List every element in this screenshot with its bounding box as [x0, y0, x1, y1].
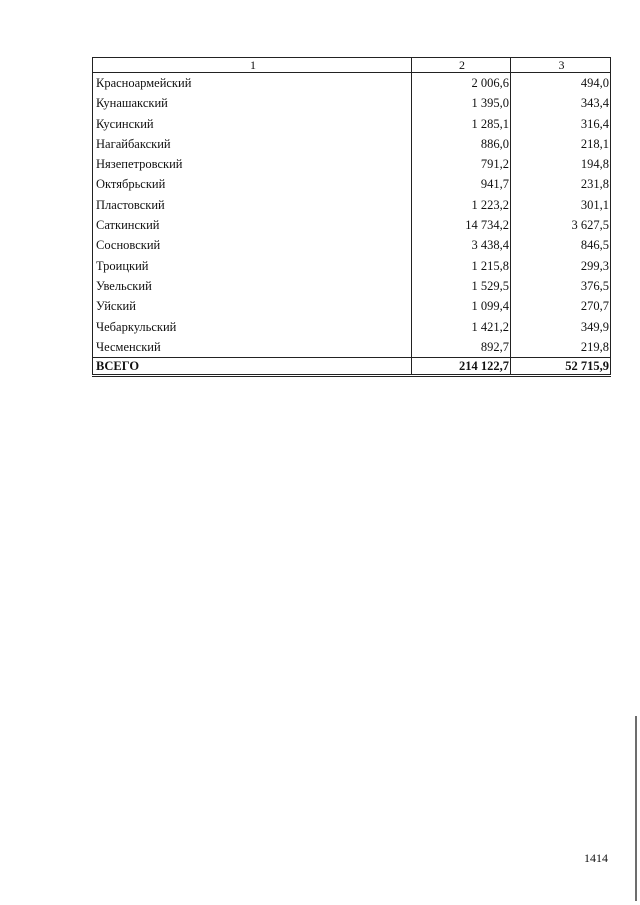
- value-col-2: 791,2: [412, 154, 511, 174]
- total-row: [93, 358, 611, 376]
- value-col-3: 231,8: [511, 174, 611, 194]
- value-col-2: 1 099,4: [412, 296, 511, 316]
- value-col-2: 1 529,5: [412, 276, 511, 296]
- value-col-3: 494,0: [511, 73, 611, 94]
- value-col-2: 1 395,0: [412, 93, 511, 113]
- district-budget-table: [92, 57, 611, 377]
- total-label: ВСЕГО: [93, 358, 412, 376]
- district-name: Уйский: [93, 296, 412, 316]
- value-col-2: 886,0: [412, 134, 511, 154]
- value-col-3: 270,7: [511, 296, 611, 316]
- total-col-3: 52 715,9: [511, 358, 611, 376]
- value-col-3: 218,1: [511, 134, 611, 154]
- district-name: Нязепетровский: [93, 154, 412, 174]
- total-col-2: 214 122,7: [412, 358, 511, 376]
- table-row: [93, 195, 611, 215]
- table-row: [93, 317, 611, 337]
- value-col-2: 14 734,2: [412, 215, 511, 235]
- table-row: [93, 154, 611, 174]
- district-name: Красноармейский: [93, 73, 412, 94]
- value-col-3: 349,9: [511, 317, 611, 337]
- value-col-3: 343,4: [511, 93, 611, 113]
- table-row: [93, 174, 611, 194]
- page-number: 1414: [584, 851, 608, 865]
- value-col-3: 219,8: [511, 337, 611, 358]
- value-col-3: 846,5: [511, 235, 611, 255]
- district-name: Кунашакский: [93, 93, 412, 113]
- table-row: [93, 296, 611, 316]
- district-name: Сосновский: [93, 235, 412, 255]
- district-name: Троицкий: [93, 256, 412, 276]
- district-name: Увельский: [93, 276, 412, 296]
- value-col-3: 376,5: [511, 276, 611, 296]
- district-name: Саткинский: [93, 215, 412, 235]
- value-col-2: 892,7: [412, 337, 511, 358]
- table-row: [93, 215, 611, 235]
- district-name: Нагайбакский: [93, 134, 412, 154]
- value-col-3: 194,8: [511, 154, 611, 174]
- table-row: [93, 73, 611, 94]
- table-header: [93, 58, 611, 73]
- value-col-2: 941,7: [412, 174, 511, 194]
- value-col-2: 2 006,6: [412, 73, 511, 94]
- header-row: [93, 58, 611, 73]
- table-row: [93, 337, 611, 358]
- table-row: [93, 276, 611, 296]
- value-col-3: 301,1: [511, 195, 611, 215]
- table-row: [93, 93, 611, 113]
- value-col-2: 1 223,2: [412, 195, 511, 215]
- table-row: [93, 256, 611, 276]
- value-col-2: 1 285,1: [412, 114, 511, 134]
- district-name: Чебаркульский: [93, 317, 412, 337]
- value-col-2: 1 215,8: [412, 256, 511, 276]
- table-row: [93, 235, 611, 255]
- header-col-1: 1: [93, 58, 412, 73]
- table-row: [93, 134, 611, 154]
- district-name: Октябрьский: [93, 174, 412, 194]
- scan-edge-mark: [635, 716, 637, 901]
- value-col-3: 316,4: [511, 114, 611, 134]
- district-name: Кусинский: [93, 114, 412, 134]
- value-col-2: 3 438,4: [412, 235, 511, 255]
- value-col-3: 299,3: [511, 256, 611, 276]
- district-name: Чесменский: [93, 337, 412, 358]
- table-body: [93, 73, 611, 376]
- header-col-2: 2: [412, 58, 511, 73]
- value-col-3: 3 627,5: [511, 215, 611, 235]
- value-col-2: 1 421,2: [412, 317, 511, 337]
- district-name: Пластовский: [93, 195, 412, 215]
- table-row: [93, 114, 611, 134]
- header-col-3: 3: [511, 58, 611, 73]
